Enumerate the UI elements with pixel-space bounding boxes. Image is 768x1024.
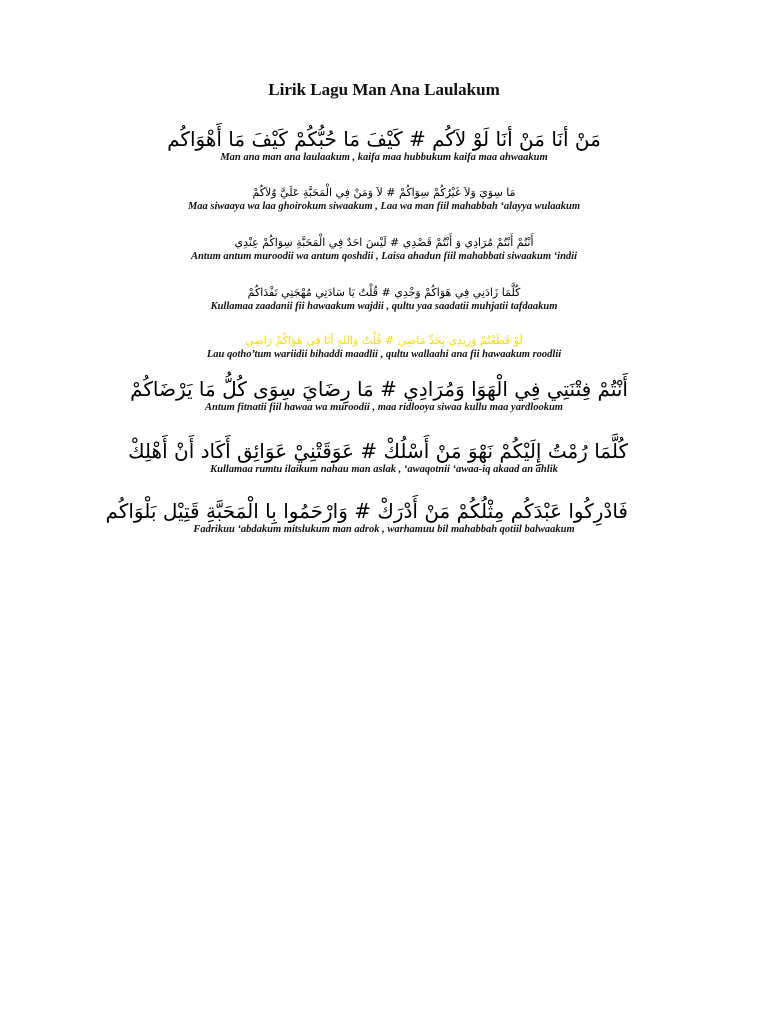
verse-transliteration: Kullamaa zaadanii fii hawaakum wajdii , qultu yaa saadatii muhjatii tafdaakum: [210, 301, 558, 313]
verse-arabic: مَنْ أنَا مَنْ أنَا لَوْ لاَكُم # كَيْفَ مَا حُبُّكُمْ كَيْفَ مَا أَهْوَاكُم: [167, 127, 601, 151]
verse-arabic: كُلَّمَا زَادَنِي فِي هَوَاكُمْ وَجْدِي # قُلْتُ يَا سَادَتِي مُهْجَتِي تَفْدَاكُمْ: [247, 286, 521, 299]
verse-transliteration: Lau qotho’tum wariidii bihaddi maadlii , qultu wallaahi ana fii hawaakum roodlii: [206, 349, 562, 361]
verse-transliteration: Maa siwaaya wa laa ghoirokum siwaakum , Laa wa man fiil mahabbah ‘alayya wulaakum: [187, 201, 581, 213]
verse-arabic: أَنْتُمْ أَنْتُمْ مُرَادِي وَ أَنْتُمْ قَصْدِي # لَيْسَ احَدٌ فِي الْمَحَبَّةِ سِوَاكُمْ عِنْدِي: [234, 236, 534, 249]
verse-arabic: مَا سِوَيَ وَلاَ غَيْرُكُمْ سِوَاكُمْ # لاَ وَمَنْ فِي الْمَحَبَّةِ عَلَيَّ وُلاَكُمْ: [252, 186, 516, 199]
verse-arabic: أَنْتُمْ فِتْنَتِي فِي الْهَوَا وَمُرَادِي # مَا رِضَايَ سِوَى كُلُّ مَا يَرْضَاكُمْ: [130, 377, 628, 401]
verse-8: [105, 499, 628, 535]
verse-arabic: فَادْرِكُوا عَبْدَكُم مِثْلُكُمْ مَنْ أَدْرَكْ # وَارْحَمُوا بِا الْمَحَبَّةِ قَتِيْل بَلْوَاكُم: [105, 499, 628, 523]
verse-7: [128, 439, 628, 475]
verse-transliteration: Fadrikuu ‘abdakum mitslukum man adrok , warhamuu bil mahabbah qotiil balwaakum: [193, 524, 575, 535]
verse-transliteration: Man ana man ana laulaakum , kaifa maa hubbukum kaifa maa ahwaakum: [220, 152, 548, 163]
page-title: Lirik Lagu Man Ana Laulakum: [268, 80, 500, 99]
verse-6: [130, 377, 628, 413]
verse-transliteration: Antum antum muroodii wa antum qoshdii , Laisa ahadun fiil mahabbati siwaakum ‘indii: [191, 251, 577, 263]
verse-arabic: لَوْ قَطَعْتُمْ وَرِيدِي بِحَدِّ مَاضِي # قُلْتُ وَاللهِ أنَا فِي هَوَاكُمْ رَاضِي: [245, 334, 523, 347]
verse-5: [140, 335, 628, 360]
verse-transliteration: Kullamaa rumtu ilaikum nahau man aslak , ‘awaqotnii ‘awaa-iq akaad an ahlik: [210, 464, 558, 475]
verse-transliteration: Antum fitnatii fiil hawaa wa muroodii , maa ridlooya siwaa kullu maa yardlookum: [205, 402, 563, 413]
verse-4: [140, 287, 628, 312]
verse-3: [140, 237, 628, 262]
verse-arabic: كُلَّمَا رُمْتُ إِلَيْكُمْ نَهْوَ مَنْ أَسْلُكْ # عَوَقَتْنِيْ عَوَائِق أَكَاد أَنْ أَهْلِكْ: [128, 439, 628, 463]
verse-2: [140, 187, 628, 212]
verse-1: [140, 128, 628, 163]
